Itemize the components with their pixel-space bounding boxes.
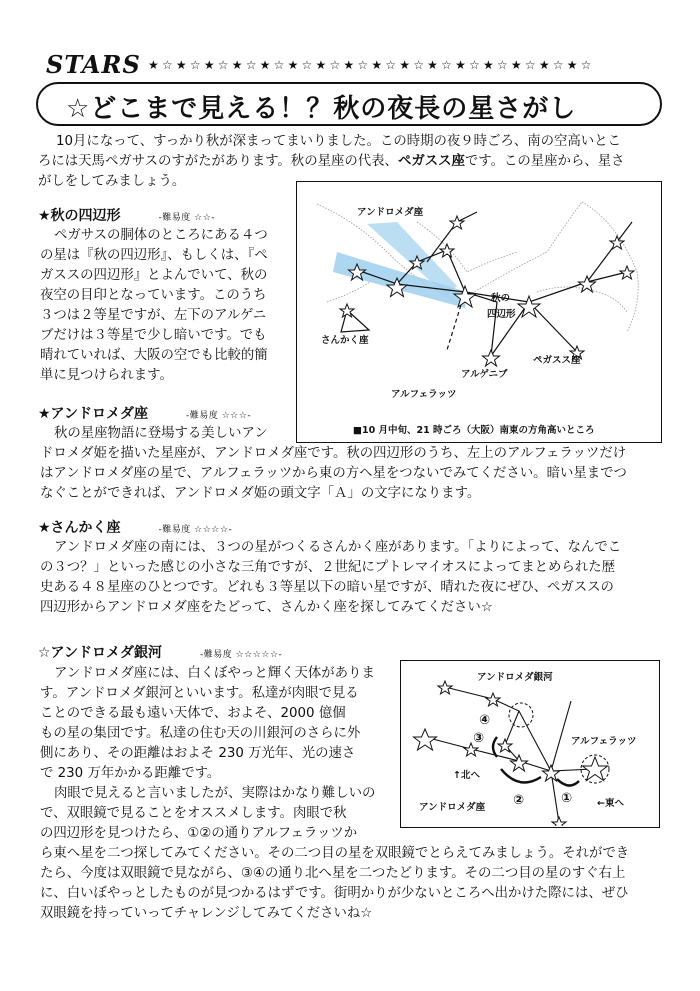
intro-line: [38, 152, 686, 172]
text-line: 晴れていれば、大阪の空でも比較的簡: [40, 348, 268, 363]
text-line: ガススの四辺形』とよんでいて、秋の: [40, 268, 268, 283]
step-4: ④: [479, 713, 491, 728]
map-caption: ■10 月中旬、21 時ごろ（大阪）南東の方角高いところ: [353, 425, 595, 436]
label-alpheratz: アルフェラッツ: [571, 736, 637, 747]
text-line: 双眼鏡を持っていってチャレンジしてみてくださいね☆: [40, 906, 373, 921]
heading-text: ☆アンドロメダ銀河: [38, 645, 162, 661]
label-pegasus: ペガスス座: [533, 355, 581, 366]
text-line: の四辺形を見つけたら、①②の通りアルフェラッツか: [40, 826, 358, 841]
label-square-1: 秋の: [491, 293, 511, 304]
page-title: ☆どこまで見える！？秋の夜長の星さがし: [66, 94, 577, 124]
text-line: ドロメダ姫を描いた星座が、アンドロメダ座です。秋の四辺形のうち、左上のアルフェラッツだけ: [40, 446, 627, 461]
intro-text: です。この星座から、星さ: [464, 154, 625, 169]
section-heading-triangulum: [38, 518, 232, 540]
star-map-pegasus: [296, 181, 662, 443]
label-square-2: 四辺形: [487, 309, 516, 320]
text-line: アンドロメダ座の南には、３つの星がつくるさんかく座があります。「よりによって、なんでこ: [54, 540, 622, 555]
heading-text: ★さんかく座: [38, 520, 121, 536]
text-line: たら、今度は双眼鏡で見ながら、③④の通り北へ星を二つたどります。その二つ目の星のすぐ右上: [40, 866, 626, 881]
text-line: 夜空の目印となっています。このうち: [40, 288, 267, 303]
text-line: で、双眼鏡で見ることをオススメします。肉眼で秋: [40, 806, 347, 821]
label-galaxy: アンドロメダ銀河: [477, 672, 553, 683]
intro-line: がしをしてみましょう。: [38, 174, 186, 189]
label-andromeda: アンドロメダ座: [419, 802, 486, 813]
difficulty-rating: -難易度 ☆☆☆-: [186, 411, 252, 421]
intro-line: 10月になって、すっかり秋が深まってまいりました。この時期の夜９時ごろ、南の空高いとこ: [56, 134, 621, 149]
text-line: の３つ？」といった感じの小さな三角ですが、２世紀にプトレマイオスによってまとめられた歴: [40, 560, 615, 575]
constellation-chart: [297, 182, 660, 441]
text-line: はアンドロメダ座の星で、アルフェラッツから東の方へ星をつないでみてください。暗い星までつ: [40, 466, 627, 481]
text-line: 単に見つけられます。: [40, 368, 173, 383]
text-line: 側にあり、その距離はおよそ 230 万光年、光の速さ: [40, 746, 356, 761]
text-line: ことのできる最も遠い天体で、およそ、2000 億個: [40, 706, 346, 721]
label-north: ↑北へ: [453, 770, 480, 781]
star-decoration-row: ★☆★☆★☆★☆★☆★☆★☆★☆★☆★☆★☆★☆★☆★☆★☆★☆: [148, 58, 595, 72]
difficulty-rating: -難易度 ☆☆☆☆-: [158, 525, 233, 535]
heading-text: ★アンドロメダ座: [38, 406, 148, 422]
text-line: 史ある４８星座のひとつです。どれも３等星以下の暗い星ですが、晴れた夜にぜひ、ペガススの: [40, 580, 614, 595]
text-line: アンドロメダ座には、白くぼやっと輝く天体がありま: [54, 666, 375, 681]
section-heading-galaxy: [38, 643, 282, 665]
difficulty-rating: -難易度 ☆☆☆☆☆-: [200, 650, 283, 660]
text-line: なぐことができれば、アンドロメダ姫の頭文字「Ａ」の文字になります。: [40, 486, 481, 501]
text-line: す。アンドロメダ銀河といいます。私達が肉眼で見る: [40, 686, 359, 701]
text-line: 四辺形からアンドロメダ座をたどって、さんかく座を探してみてください☆: [40, 600, 493, 615]
step-2: ②: [513, 793, 525, 808]
intro-text: ろには天馬ペガサスのすがたがあります。秋の星座の代表、: [38, 154, 398, 169]
text-line: ３つは２等星ですが、左下のアルゲニ: [40, 308, 267, 323]
label-east: ←東へ: [597, 798, 624, 809]
label-andromeda: アンドロメダ座: [357, 207, 424, 218]
star-map-galaxy: [400, 660, 660, 828]
text-line: ペガサスの胴体のところにある４つ: [54, 228, 268, 243]
text-line: 秋の星座物語に登場する美しいアン: [54, 426, 268, 441]
difficulty-rating: -難易度 ☆☆-: [158, 213, 216, 223]
section-heading-square: [38, 206, 215, 228]
text-line: に、白いぼやっとしたものが見つかるはずです。街明かりが少ないところへ出かけた際には、ぜひ: [40, 886, 629, 901]
label-alpheratz: アルフェラッツ: [391, 389, 457, 400]
stars-logo: STARS: [46, 50, 141, 79]
label-triangulum: さんかく座: [321, 335, 369, 346]
text-line: ら東へ星を二つ探してみてください。その二つ目の星を双眼鏡でとらえてみましょう。それができ: [40, 846, 630, 861]
section-body-triangulum: [40, 538, 690, 618]
intro-emphasis: ペガスス座: [397, 154, 465, 169]
section-heading-andromeda: [38, 404, 251, 426]
text-line: もの星の集団です。私達の住む天の川銀河のさらに外: [40, 726, 361, 741]
step-3: ③: [473, 731, 485, 746]
text-line: ブだけは３等星で少し暗いです。でも: [40, 328, 267, 343]
label-algenib: アルゲニブ: [461, 369, 508, 380]
text-line: 肉眼で見えると言いましたが、実際はかなり難しいの: [54, 786, 376, 801]
section-body-square: [40, 226, 292, 386]
text-line: の星は『秋の四辺形』、もしくは、『ペ: [40, 248, 268, 263]
text-line: で 230 万年かかる距離です。: [40, 766, 221, 781]
step-1: ①: [561, 791, 573, 806]
heading-text: ★秋の四辺形: [38, 208, 121, 224]
